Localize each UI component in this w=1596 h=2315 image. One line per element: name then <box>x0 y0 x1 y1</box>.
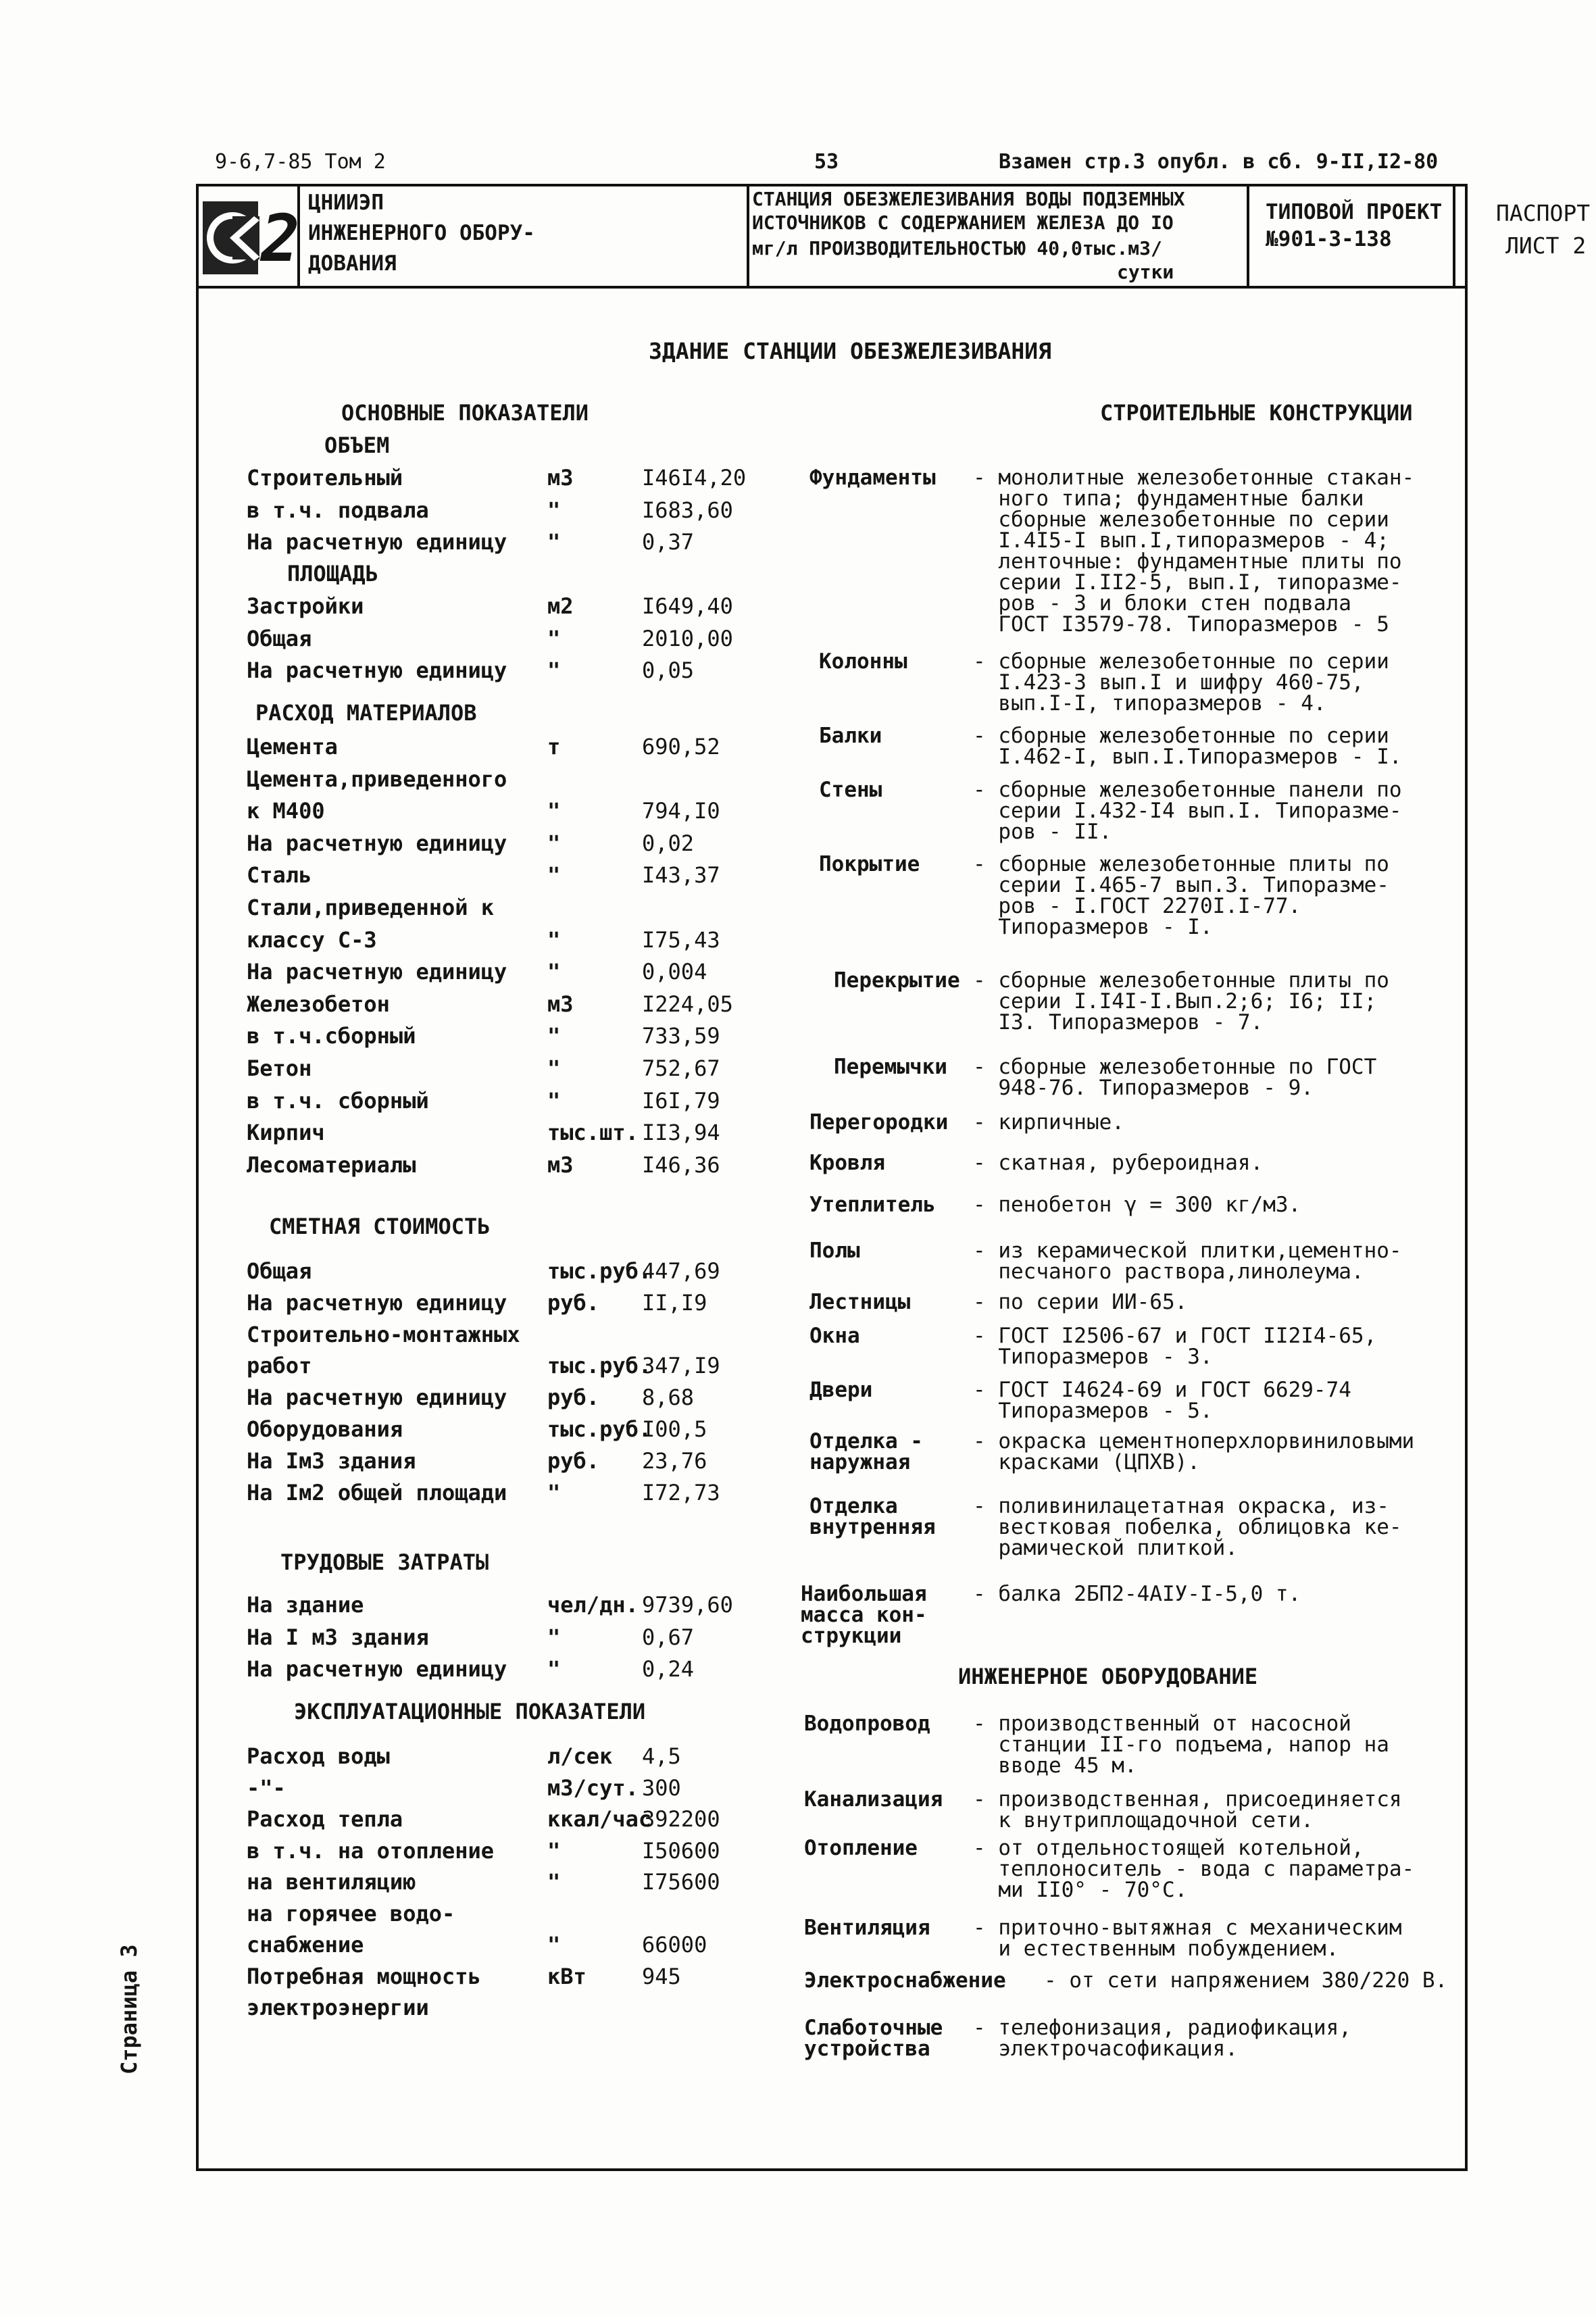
equipment-label: Вентиляция <box>804 1916 930 1940</box>
structure-label: Кровля <box>809 1151 885 1175</box>
row-label: На расчетную единицу <box>247 1289 507 1316</box>
row-value: 752,67 <box>642 1055 720 1081</box>
volume-row <box>247 497 787 527</box>
equipment-description: - телефонизация, радиофикация, электрочасофикация. <box>973 2016 1351 2061</box>
subsection-heading: ОБЪЕМ <box>324 432 390 458</box>
row-label: к М400 <box>247 798 325 824</box>
structure-label: Фундаменты <box>809 466 936 490</box>
sheet-info <box>1455 186 1596 286</box>
structure-description: - балка 2БП2-4АIУ-I-5,0 т. <box>973 1582 1301 1606</box>
row-label: Железобетон <box>247 991 390 1017</box>
main-title: ЗДАНИЕ СТАНЦИИ ОБЕЗЖЕЛЕЗИВАНИЯ <box>649 338 1052 364</box>
row-value: 690,52 <box>642 734 720 760</box>
materials-row <box>247 1120 787 1149</box>
row-label: На расчетную единицу <box>247 529 507 555</box>
exploit-row <box>247 1869 787 1899</box>
row-label: на горячее водо- <box>247 1900 455 1926</box>
row-value: I649,40 <box>642 593 733 619</box>
structure-description: - ГОСТ I2506-67 и ГОСТ II2I4-65, Типоразмеров - 3. <box>973 1324 1377 1369</box>
row-value: I72,73 <box>642 1479 720 1505</box>
cost-row <box>247 1416 787 1446</box>
cost-row <box>247 1480 787 1510</box>
row-label: работ <box>247 1353 312 1379</box>
subsection-heading: СМЕТНАЯ СТОИМОСТЬ <box>269 1214 491 1239</box>
equipment-label: Водопровод <box>804 1712 930 1736</box>
structure-label: Стены <box>819 778 882 802</box>
row-label: На I м3 здания <box>247 1624 429 1650</box>
structure-label: Двери <box>809 1378 873 1402</box>
structure-description: - ГОСТ I4624-69 и ГОСТ 6629-74 Типоразмеров - 5. <box>973 1378 1351 1423</box>
row-value: I46I4,20 <box>642 465 747 491</box>
title-block <box>196 184 1591 289</box>
row-label: Кирпич <box>247 1120 325 1146</box>
structure-description: - сборные железобетонные плиты по серии I.465-7 вып.3. Типоразме- ров - I.ГОСТ 2270I.I-77. Типоразмеров - I. <box>973 852 1389 939</box>
structure-label: Окна <box>809 1324 860 1348</box>
row-label: Сталь <box>247 862 312 889</box>
row-label: классу С-3 <box>247 926 377 953</box>
row-label: Расход тепла <box>247 1806 403 1832</box>
row-label: Цемента,приведенного <box>247 766 507 792</box>
section-heading: ОСНОВНЫЕ ПОКАЗАТЕЛИ <box>341 400 589 426</box>
structure-description: - окраска цементноперхлорвиниловыми красками (ЦПХВ). <box>973 1429 1415 1474</box>
row-unit: " <box>547 1087 561 1114</box>
row-label: -"- <box>247 1774 286 1801</box>
volume-row <box>247 529 787 559</box>
project-title <box>749 186 1249 286</box>
structure-description: - монолитные железобетонные стакан- ного типа; фундаментные балки сборные железобетонные по серии I.4I5-I вып.I,типоразмеров - 4; ленточные: фундаментные плиты по серии I.II2-5, вып.I, типоразме- ров - 3 и блоки стен подвала ГОСТ I3579-78. Типоразмеров - 5 <box>973 466 1415 637</box>
row-value: I00,5 <box>642 1416 707 1442</box>
cost-row <box>247 1385 787 1414</box>
materials-row <box>247 734 787 764</box>
row-value: 2010,00 <box>642 625 733 651</box>
row-value: 347,I9 <box>642 1353 720 1379</box>
row-unit: л/сек <box>547 1743 613 1769</box>
row-value: 945 <box>642 1963 681 1989</box>
row-value: 0,67 <box>642 1624 695 1650</box>
row-label: Расход воды <box>247 1743 390 1769</box>
exploit-row <box>247 1964 787 1993</box>
row-unit: " <box>547 959 561 985</box>
row-value: 300 <box>642 1774 681 1801</box>
row-label: в т.ч. подвала <box>247 497 429 523</box>
row-label: Бетон <box>247 1055 312 1081</box>
subsection-heading: ЭКСПЛУАТАЦИОННЫЕ ПОКАЗАТЕЛИ <box>294 1699 646 1724</box>
row-label: На расчетную единицу <box>247 657 507 683</box>
row-value: I683,60 <box>642 497 733 523</box>
materials-row <box>247 1088 787 1118</box>
structure-description: - сборные железобетонные по ГОСТ 948-76. Типоразмеров - 9. <box>973 1055 1377 1100</box>
row-unit: м2 <box>547 593 574 619</box>
area-row <box>247 593 787 623</box>
row-label: Стали,приведенной к <box>247 895 495 920</box>
side-page-label: Страница 3 <box>116 1944 142 2074</box>
row-value: 0,02 <box>642 830 695 856</box>
title-line: СТАНЦИЯ ОБЕЗЖЕЛЕЗИВАНИЯ ВОДЫ ПОДЗЕМНЫХ <box>752 188 1185 210</box>
row-unit: м3/сут. <box>547 1774 639 1801</box>
equipment-description: - производственная, присоединяется к внутриплощадочной сети. <box>973 1787 1402 1833</box>
row-unit: м3 <box>547 465 574 491</box>
row-unit: " <box>547 798 561 824</box>
structure-description: - сборные железобетонные плиты по серии I.I4I-I.Вып.2;6; I6; II; I3. Типоразмеров - 7. <box>973 968 1389 1035</box>
structure-label: Отделка внутренняя <box>809 1494 936 1539</box>
materials-row <box>247 830 787 860</box>
organization-name <box>300 186 749 286</box>
row-unit: " <box>547 1023 561 1049</box>
exploit-row <box>247 1995 787 2024</box>
row-value: I50600 <box>642 1837 720 1864</box>
row-unit: м3 <box>547 1151 574 1178</box>
subsection-heading: ТРУДОВЫЕ ЗАТРАТЫ <box>280 1549 489 1575</box>
row-label: Общая <box>247 1258 312 1284</box>
materials-row <box>247 862 787 892</box>
area-row <box>247 657 787 687</box>
labor-row <box>247 1656 787 1686</box>
row-unit: " <box>547 1932 561 1958</box>
row-value: 0,24 <box>642 1656 695 1682</box>
structure-description: - кирпичные. <box>973 1110 1124 1135</box>
row-unit: " <box>547 497 561 523</box>
structure-label: Перекрытие <box>834 968 960 993</box>
org-line: ИНЖЕНЕРНОГО ОБОРУ- <box>308 221 535 245</box>
volume-row <box>247 465 787 495</box>
row-value: 0,004 <box>642 959 707 985</box>
equipment-description: - производственный от насосной станции II-го подъема, напор на вводе 45 м. <box>973 1712 1389 1778</box>
logo <box>199 186 300 286</box>
row-unit: тыс.руб. <box>547 1353 652 1379</box>
cost-row <box>247 1448 787 1478</box>
row-value: I6I,79 <box>642 1087 720 1114</box>
row-value: 733,59 <box>642 1023 720 1049</box>
equipment-label: Канализация <box>804 1787 943 1812</box>
row-unit: т <box>547 734 561 760</box>
materials-row <box>247 927 787 957</box>
equipment-description: - от отдельностоящей котельной, теплоноситель - вода с параметра- ми II0° - 70°С. <box>973 1836 1415 1902</box>
materials-row <box>247 1023 787 1053</box>
row-label: Оборудования <box>247 1416 403 1442</box>
row-unit: " <box>547 830 561 856</box>
structure-description: - скатная, рубероидная. <box>973 1151 1264 1175</box>
org-line: ЦНИИЭП <box>308 191 384 215</box>
structure-description: - сборные железобетонные панели по серии I.432-I4 вып.I. Типоразме- ров - II. <box>973 778 1402 844</box>
structure-label: Полы <box>809 1239 860 1263</box>
row-label: в т.ч. на отопление <box>247 1837 495 1864</box>
equipment-description: - приточно-вытяжная с механическим и естественным побуждением. <box>973 1916 1402 1961</box>
row-unit: чел/дн. <box>547 1592 639 1618</box>
materials-row <box>247 1152 787 1182</box>
labor-row <box>247 1624 787 1654</box>
structure-label: Балки <box>819 724 882 748</box>
exploit-row <box>247 1932 787 1962</box>
equipment-label: Электроснабжение <box>804 1968 1006 1993</box>
row-value: 4,5 <box>642 1743 681 1769</box>
subsection-heading: ПЛОЩАДЬ <box>287 561 378 587</box>
row-unit: " <box>547 1479 561 1505</box>
row-label: Лесоматериалы <box>247 1151 416 1178</box>
row-value: 23,76 <box>642 1447 707 1474</box>
row-unit: " <box>547 1837 561 1864</box>
row-unit: " <box>547 625 561 651</box>
row-unit: тыс.руб. <box>547 1416 652 1442</box>
area-row <box>247 626 787 655</box>
labor-row <box>247 1592 787 1622</box>
materials-row <box>247 895 787 924</box>
title-line: ИСТОЧНИКОВ С СОДЕРЖАНИЕМ ЖЕЛЕЗА ДО IO <box>752 211 1174 234</box>
row-value: II,I9 <box>642 1289 707 1316</box>
equipment-label: Слаботочные устройства <box>804 2016 943 2061</box>
row-label: Общая <box>247 625 312 651</box>
materials-row <box>247 1055 787 1085</box>
title-line: сутки <box>1117 261 1174 283</box>
row-value: 447,69 <box>642 1258 720 1284</box>
structure-label: Отделка - наружная <box>809 1429 923 1474</box>
row-label: На Iм2 общей площади <box>247 1479 507 1505</box>
row-label: Потребная мощность <box>247 1963 481 1989</box>
row-unit: ккал/час <box>547 1806 652 1832</box>
materials-row <box>247 959 787 989</box>
row-unit: " <box>547 926 561 953</box>
replacement-note: Взамен стр.3 опубл. в сб. 9-II,I2-80 <box>999 150 1439 174</box>
structure-description: - сборные железобетонные по серии I.423-3 вып.I и шифру 460-75, вып.I-I, типоразмеров - 4. <box>973 649 1389 716</box>
row-value: I43,37 <box>642 862 720 889</box>
project-number <box>1249 186 1455 286</box>
row-value: I75600 <box>642 1869 720 1895</box>
exploit-row <box>247 1838 787 1868</box>
subsection-heading: РАСХОД МАТЕРИАЛОВ <box>255 700 477 726</box>
structure-description: - из керамической плитки,цементно- песчаного раствора,линолеума. <box>973 1239 1402 1284</box>
row-label: в т.ч. сборный <box>247 1087 429 1114</box>
materials-row <box>247 991 787 1021</box>
structure-description: - поливинилацетатная окраска, из- вестковая побелка, облицовка ке- рамической плиткой. <box>973 1494 1402 1560</box>
cost-row <box>247 1322 787 1351</box>
row-label: Строительный <box>247 465 403 491</box>
row-unit: " <box>547 529 561 555</box>
structure-description: - по серии ИИ-65. <box>973 1290 1188 1314</box>
materials-row <box>247 798 787 828</box>
page-number: 53 <box>814 150 839 174</box>
structure-label: Наибольшая масса кон- струкции <box>801 1582 927 1648</box>
row-label: На расчетную единицу <box>247 1385 507 1411</box>
row-value: 794,I0 <box>642 798 720 824</box>
row-label: в т.ч.сборный <box>247 1023 416 1049</box>
row-unit: " <box>547 862 561 889</box>
row-value: I75,43 <box>642 926 720 953</box>
row-value: I46,36 <box>642 1151 720 1178</box>
sheet-label: ЛИСТ 2 <box>1505 232 1587 259</box>
materials-row <box>247 766 787 796</box>
row-label: На расчетную единицу <box>247 1656 507 1682</box>
row-unit: кВт <box>547 1963 587 1989</box>
row-label: Цемента <box>247 734 338 760</box>
document-code: 9-6,7-85 Том 2 <box>215 150 386 174</box>
structure-label: Покрытие <box>819 852 920 876</box>
org-line: ДОВАНИЯ <box>308 251 397 276</box>
cost-row <box>247 1290 787 1320</box>
row-unit: руб. <box>547 1447 600 1474</box>
row-value: 8,68 <box>642 1385 695 1411</box>
row-label: На здание <box>247 1592 364 1618</box>
passport-label: ПАСПОРТ <box>1496 200 1591 226</box>
equipment-description: - от сети напряжением 380/220 В. <box>1044 1968 1448 1993</box>
exploit-row <box>247 1775 787 1805</box>
structure-label: Лестницы <box>809 1290 911 1314</box>
structure-label: Колонны <box>819 649 907 674</box>
section-heading: СТРОИТЕЛЬНЫЕ КОНСТРУКЦИИ <box>1100 400 1413 426</box>
exploit-row <box>247 1743 787 1773</box>
row-unit: " <box>547 1656 561 1682</box>
structure-label: Утеплитель <box>809 1193 936 1217</box>
row-label: на вентиляцию <box>247 1869 416 1895</box>
row-value: 0,05 <box>642 657 695 683</box>
row-unit: " <box>547 657 561 683</box>
structure-label: Перегородки <box>809 1110 949 1135</box>
title-line: мг/л ПРОИЗВОДИТЕЛЬНОСТЬЮ 40,0тыс.м3/ <box>752 237 1162 259</box>
row-unit: " <box>547 1055 561 1081</box>
row-label: Строительно-монтажных <box>247 1321 520 1347</box>
project-id: №901-3-138 <box>1266 227 1392 251</box>
row-label: На расчетную единицу <box>247 959 507 985</box>
subsection-heading: ИНЖЕНЕРНОЕ ОБОРУДОВАНИЕ <box>958 1664 1258 1689</box>
row-label: На Iм3 здания <box>247 1447 416 1474</box>
row-label: электроэнергии <box>247 1995 429 2020</box>
row-value: II3,94 <box>642 1120 720 1146</box>
row-unit: руб. <box>547 1289 600 1316</box>
row-unit: руб. <box>547 1385 600 1411</box>
row-label: На расчетную единицу <box>247 830 507 856</box>
row-unit: тыс.руб. <box>547 1258 652 1284</box>
row-unit: " <box>547 1869 561 1895</box>
row-value: 9739,60 <box>642 1592 733 1618</box>
row-label: снабжение <box>247 1932 364 1958</box>
equipment-label: Отопление <box>804 1836 918 1860</box>
row-value: 392200 <box>642 1806 720 1832</box>
row-unit: тыс.шт. <box>547 1120 639 1146</box>
project-type: ТИПОВОЙ ПРОЕКТ <box>1266 200 1443 224</box>
exploit-row <box>247 1806 787 1836</box>
exploit-row <box>247 1901 787 1931</box>
row-unit: " <box>547 1624 561 1650</box>
row-unit: м3 <box>547 991 574 1017</box>
cost-row <box>247 1258 787 1288</box>
row-label: Застройки <box>247 593 364 619</box>
cost-row <box>247 1353 787 1383</box>
row-value: I224,05 <box>642 991 733 1017</box>
structure-label: Перемычки <box>834 1055 947 1079</box>
logo-number: 2 <box>261 201 300 276</box>
structure-description: - сборные железобетонные по серии I.462-I, вып.I.Типоразмеров - I. <box>973 724 1402 769</box>
row-value: 0,37 <box>642 529 695 555</box>
structure-description: - пенобетон γ = 300 кг/м3. <box>973 1193 1301 1217</box>
row-value: 66000 <box>642 1932 707 1958</box>
